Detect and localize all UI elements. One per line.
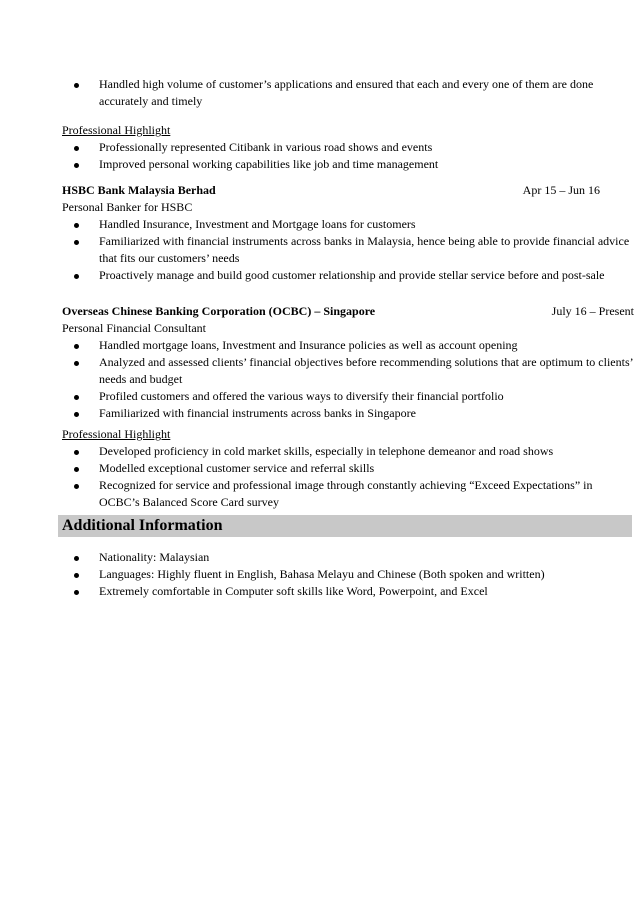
list-item: Professionally represented Citibank in various road shows and events: [62, 139, 634, 156]
bullet-icon: [74, 395, 79, 400]
highlight-label: Professional Highlight: [62, 123, 171, 137]
bullet-icon: [74, 274, 79, 279]
list-item: Languages: Highly fluent in English, Bahasa Melayu and Chinese (Both spoken and written): [62, 566, 634, 583]
bullet-icon: [74, 223, 79, 228]
list-item: Handled mortgage loans, Investment and Insurance policies as well as account opening: [62, 337, 634, 354]
bullet-icon: [74, 450, 79, 455]
list-item: Recognized for service and professional image through constantly achieving “Exceed Expectations” in OCBC’s Balanced Score Card survey: [62, 477, 634, 511]
list-item: Familiarized with financial instruments across banks in Singapore: [62, 405, 634, 422]
job-dates: Apr 15 – Jun 16: [522, 183, 600, 197]
bullet-icon: [74, 590, 79, 595]
list-item: Handled Insurance, Investment and Mortgage loans for customers: [62, 216, 634, 233]
hsbc-job: [62, 182, 634, 284]
bullet-icon: [74, 240, 79, 245]
previous-job-bullets: [62, 76, 634, 110]
bullet-icon: [74, 556, 79, 561]
bullet-icon: [74, 467, 79, 472]
list-item: Profiled customers and offered the various ways to diversify their financial portfolio: [62, 388, 634, 405]
job-role: Personal Banker for HSBC: [62, 200, 193, 214]
company-name: HSBC Bank Malaysia Berhad: [62, 183, 216, 197]
highlight-label: Professional Highlight: [62, 427, 171, 441]
list-item: Modelled exceptional customer service and referral skills: [62, 460, 634, 477]
bullet-icon: [74, 344, 79, 349]
list-item: Handled high volume of customer’s applications and ensured that each and every one of them are done accurately and timely: [62, 76, 634, 110]
bullet-icon: [74, 412, 79, 417]
job-header: [62, 182, 634, 199]
list-item: Developed proficiency in cold market skills, especially in telephone demeanor and road shows: [62, 443, 634, 460]
bullet-icon: [74, 83, 79, 88]
list-item: Improved personal working capabilities like job and time management: [62, 156, 634, 173]
list-item: Analyzed and assessed clients’ financial objectives before recommending solutions that are optimum to clients’ needs and budget: [62, 354, 634, 388]
list-item: Extremely comfortable in Computer soft skills like Word, Powerpoint, and Excel: [62, 583, 634, 600]
list-item: Nationality: Malaysian: [62, 549, 634, 566]
additional-info-list: [62, 549, 634, 600]
ocbc-job: [62, 303, 634, 422]
bullet-icon: [74, 361, 79, 366]
job-role: Personal Financial Consultant: [62, 321, 206, 335]
bullet-icon: [74, 146, 79, 151]
job-dates: July 16 – Present: [551, 304, 634, 318]
job-header: [62, 303, 634, 320]
ocbc-highlight: [62, 426, 634, 511]
company-name: Overseas Chinese Banking Corporation (OCBC) – Singapore: [62, 304, 376, 318]
section-title: Additional Information: [62, 517, 223, 534]
bullet-icon: [74, 484, 79, 489]
citibank-highlight: [62, 122, 634, 173]
bullet-icon: [74, 573, 79, 578]
list-item: Proactively manage and build good customer relationship and provide stellar service before and post-sale: [62, 267, 634, 284]
bullet-icon: [74, 163, 79, 168]
list-item: Familiarized with financial instruments across banks in Malaysia, hence being able to provide financial advice that fits our customers’ needs: [62, 233, 634, 267]
